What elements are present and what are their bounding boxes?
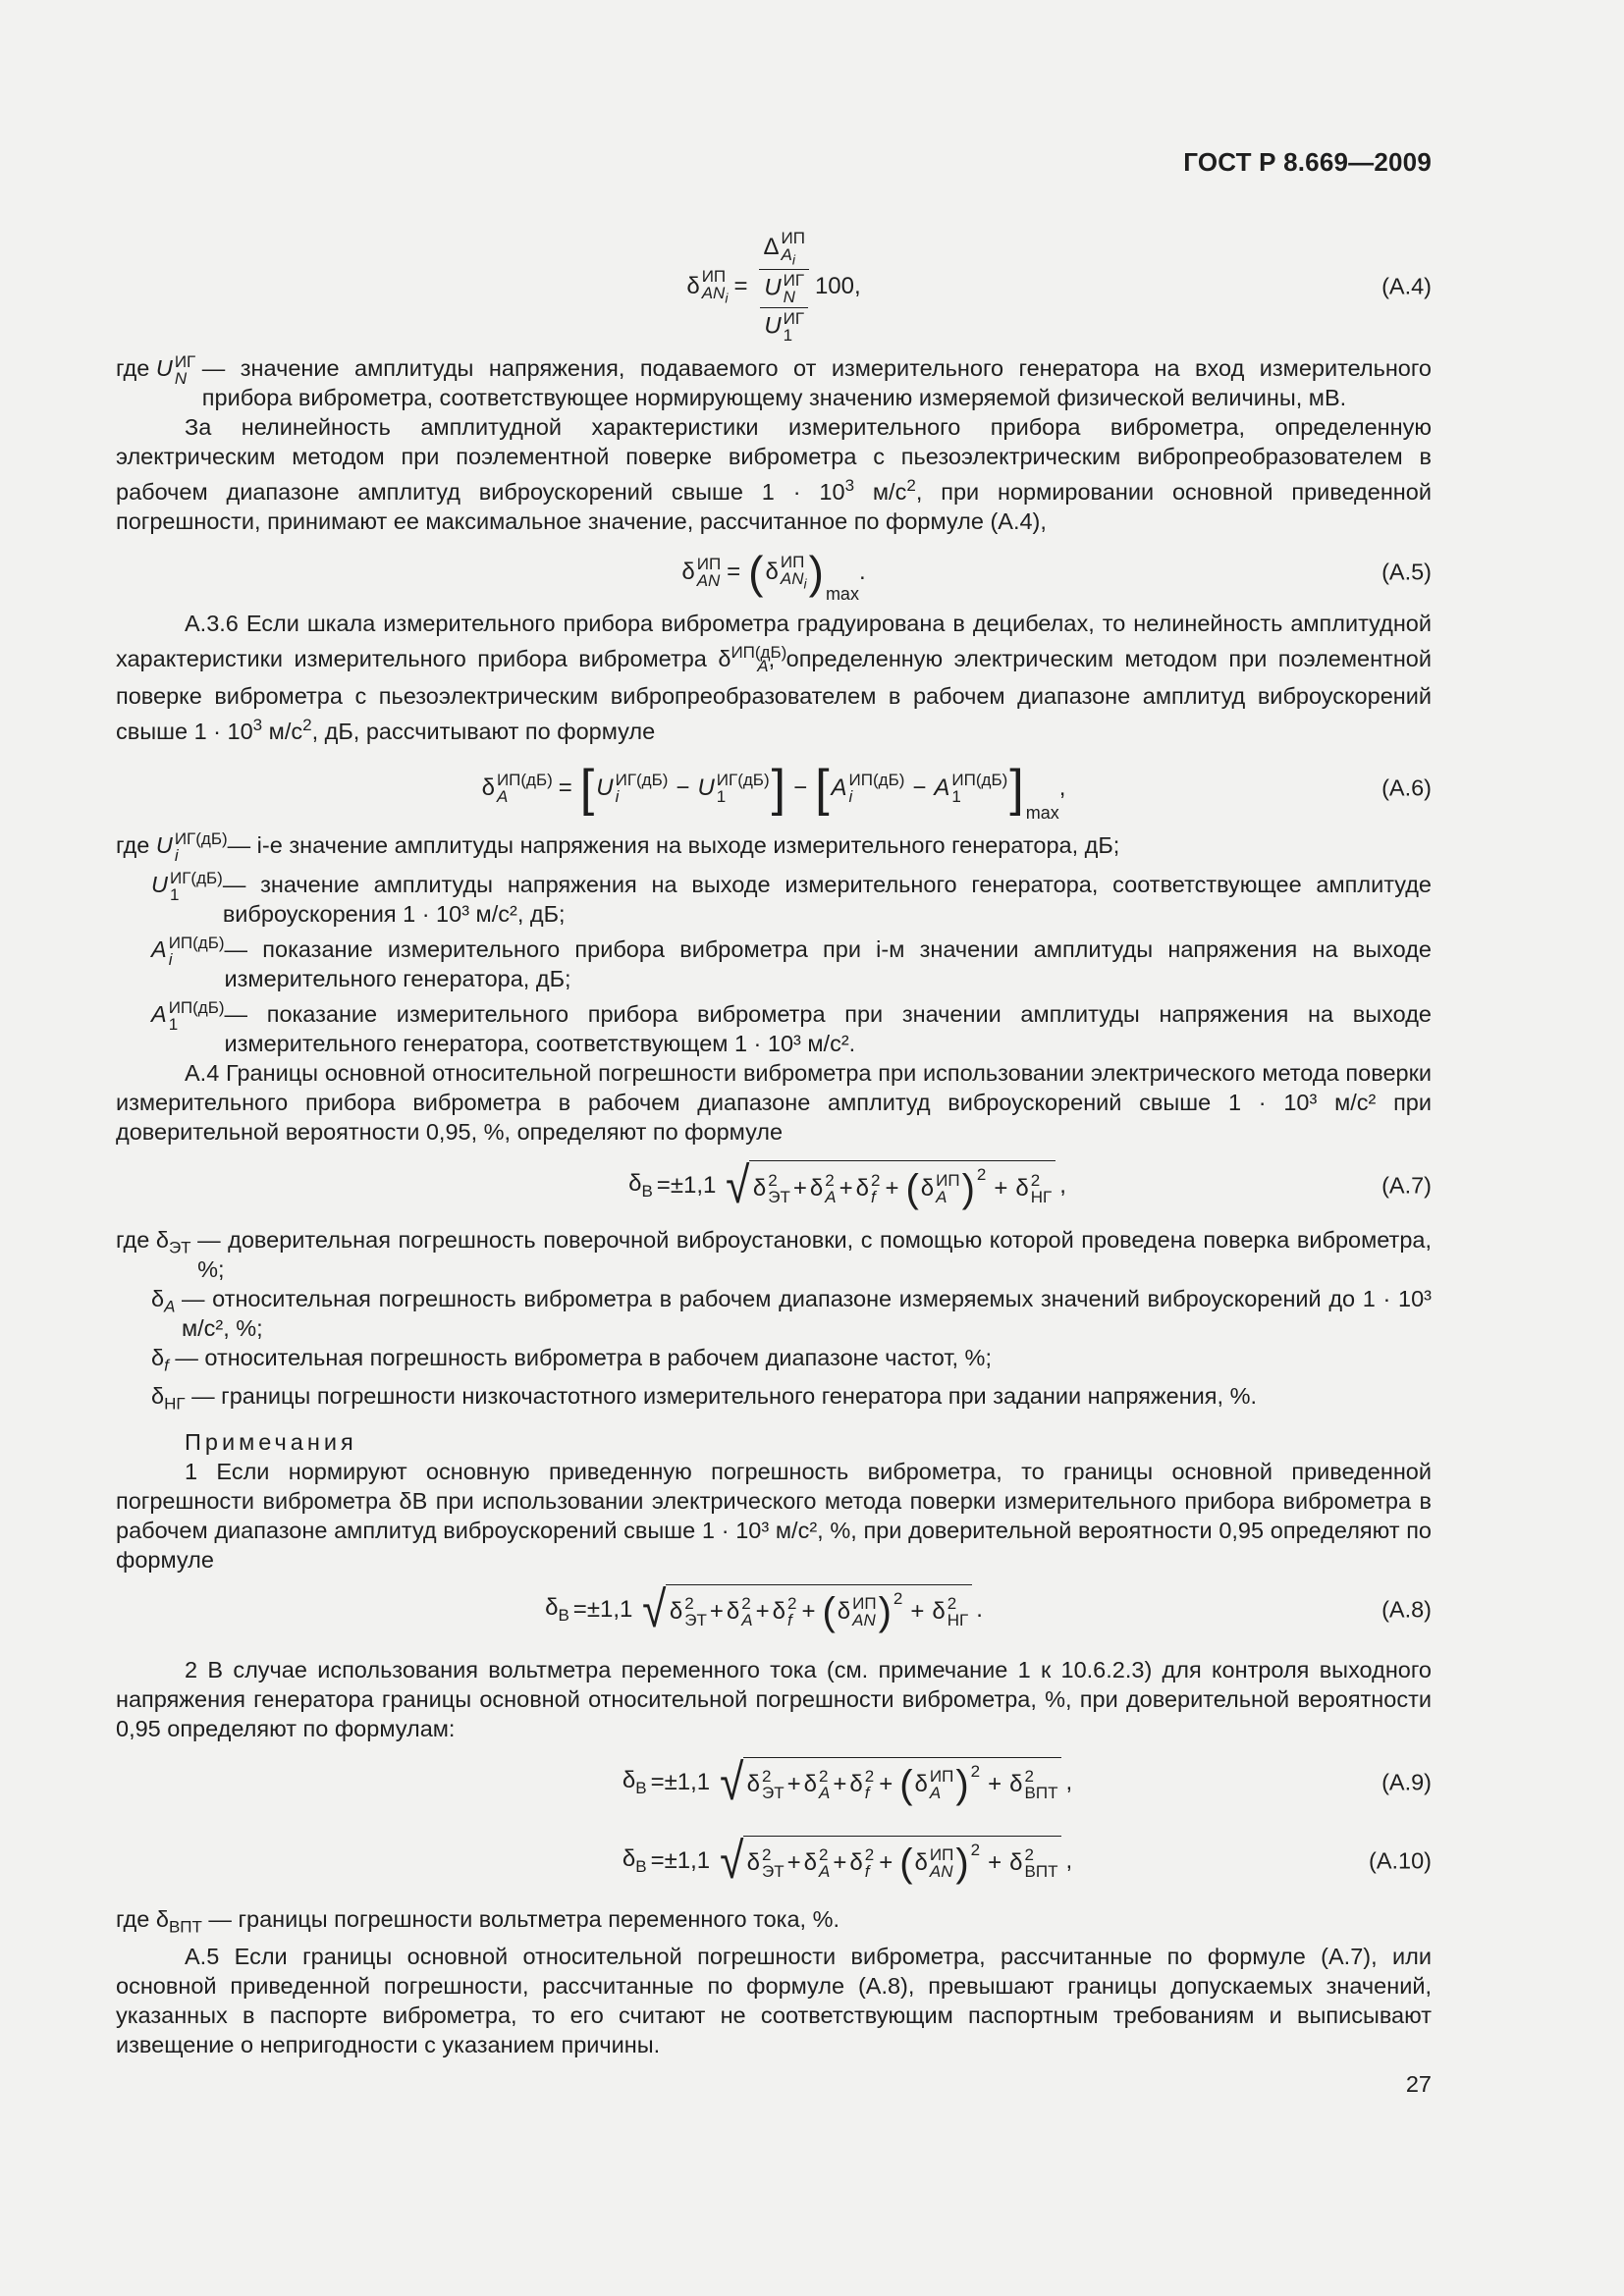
formula-a8 xyxy=(116,1575,1432,1645)
page-content xyxy=(116,224,1432,2059)
formula-a8-number: (A.8) xyxy=(1381,1596,1432,1623)
formula-a9-number: (A.9) xyxy=(1381,1769,1432,1795)
where-un-text: — значение амплитуды напряжения, подаваемого от измерительного генератора на вход измерительного прибора виброметра, соответствующее нормирующему значению измеряемой физической величины, мВ. xyxy=(201,355,1432,410)
notes-title: Примечания xyxy=(185,1428,357,1455)
formula-a7-number: (A.7) xyxy=(1381,1172,1432,1199)
where-df: $\delta_f$ — относительная погрешность виброметра в рабочем диапазоне частот, %; xyxy=(151,1345,992,1375)
where-da: $\delta_A$ — относительная погрешность виброметра в рабочем диапазоне измеряемых значений виброускорений до 1 · 10³ м/с², %; xyxy=(151,1286,1432,1342)
formula-a6 xyxy=(116,746,1432,830)
formula-a9 xyxy=(116,1743,1432,1822)
formula-a9-expression: $\delta_В$ =±1,1 √ δ 2 ЭТ + δ 2 A + δ 2 f + ( δ ИП A ) $^2$ + δ 2 ВПТ , xyxy=(622,1753,1073,1811)
where-a1: A ИП(дБ) 1 — показание измерительного прибора виброметра при значении амплитуды напряжения на выходе измерительного генератора, соответствующем 1 · 10³ м/с². xyxy=(151,998,1432,1057)
formula-a5-number: (A.5) xyxy=(1381,559,1432,585)
paragraph-a4: А.4 Границы основной относительной погрешности виброметра при использовании электрического метода поверки измерительного прибора виброметра в рабочем диапазоне амплитуд виброускорений свыше 1 · 10³ м/с² при доверительной вероятности 0,95, %, определяют по формуле xyxy=(116,1060,1432,1146)
where-ui: где U ИГ(дБ) i — i-е значение амплитуды напряжения на выходе измерительного генератора, дБ; xyxy=(116,829,1120,866)
note-1: 1 Если нормируют основную приведенную погрешность виброметра, то границы основной приведенной погрешности виброметра δВ при использовании электрического метода поверки измерительного прибора виброметра в рабочем диапазоне амплитуд виброускорений свыше 1 · 10³ м/с², %, при доверительной вероятности 0,95 определяют по формуле xyxy=(116,1458,1432,1573)
note-2: 2 В случае использования вольтметра переменного тока (см. примечание 1 к 10.6.2.3) для контроля выходного напряжения генератора границы основной относительной погрешности виброметра, %, при доверительной вероятности 0,95 определяют по формулам: xyxy=(116,1656,1432,1741)
where-dng: $\delta_{НГ}$ — границы погрешности низкочастотного измерительного генератора при задании напряжения, %. xyxy=(151,1382,1258,1414)
where-un: где U ИГ N — значение амплитуды напряжения, подаваемого от измерительного генератора на вход измерительного прибора виброметра, соответствующее нормирующему значению измеряемой физической величины, мВ. xyxy=(116,352,1432,410)
formula-a5-expression: δ ИП AN = ( δ ИП $AN_i$ ) max . xyxy=(681,546,866,604)
formula-a7-expression: $\delta_В$ =±1,1 √ δ 2 ЭТ + δ 2 A + δ 2 f + ( δ ИП A ) $^2$ + δ 2 НГ , xyxy=(628,1157,1066,1215)
document-page xyxy=(116,0,1432,2296)
paragraph-a5: А.5 Если границы основной относительной погрешности виброметра, рассчитанные по формуле (A.7), или основной приведенной погрешности, рассчитанные по формуле (A.8), превышают границы допускаемых значений, указанных в паспорте виброметра, то его считают не соответствующим паспортным требованиям и выписывают извещение о непригодности с указанием причины. xyxy=(116,1944,1432,2058)
where-ai: A ИП(дБ) i — показание измерительного прибора виброметра при i-м значении амплитуды напряжения на выходе измерительного генератора, дБ; xyxy=(151,934,1432,992)
formula-a6-expression: δ ИП(дБ) A = [ U ИГ(дБ) i − U ИГ(дБ) 1 ] − [ A ИП(дБ) i − A ИП(дБ) 1 ] max , xyxy=(481,760,1066,824)
where-u1: U ИГ(дБ) 1 — значение амплитуды напряжения на выходе измерительного генератора, соответствующее амплитуде виброускорения 1 · 10³ м/с², дБ; xyxy=(151,869,1432,928)
formula-a8-expression: $\delta_В$ =±1,1 √ δ 2 ЭТ + δ 2 A + δ 2 f + ( δ ИП AN ) $^2$ + δ 2 НГ . xyxy=(545,1580,983,1638)
where-dvpt: где $\delta_{ВПТ}$ — границы погрешности вольтметра переменного тока, %. xyxy=(116,1905,840,1937)
where-det: где $\delta_{ЭТ}$ — доверительная погрешность поверочной виброустановки, с помощью которой проведена поверка виброметра, %; xyxy=(116,1227,1432,1283)
formula-a4-number: (A.4) xyxy=(1381,273,1432,299)
formula-a4-multiplier: 100, xyxy=(814,272,861,299)
page-number: 27 xyxy=(1405,2071,1432,2097)
formula-a10-expression: $\delta_В$ =±1,1 √ δ 2 ЭТ + δ 2 A + δ 2 f + ( δ ИП AN ) $^2$ + δ 2 ВПТ , xyxy=(622,1832,1073,1890)
formula-a4-expression: δ ИП $AN_i$ = Δ ИП $A_i$ U ИГ N U ИГ 1 100, xyxy=(686,229,861,345)
document-header: ГОСТ Р 8.669—2009 xyxy=(1183,147,1432,177)
paragraph-a36: А.3.6 Если шкала измерительного прибора виброметра градуирована в децибелах, то нелинейность амплитудной характеристики измерительного прибора виброметра $\delta^{ИП(дБ)}_A$, определенную электрическим методом при поэлементной поверке виброметра с пьезоэлектрическим вибропреобразователем в рабочем диапазоне амплитуд виброускорений свыше $1 \cdot 10^3$ $м/с^2$, дБ, рассчитывают по формуле xyxy=(116,610,1432,745)
formula-a4 xyxy=(116,224,1432,349)
paragraph-nonlinearity: За нелинейность амплитудной характеристики измерительного прибора виброметра, определенную электрическим методом при поэлементной поверке виброметра с пьезоэлектрическим вибропреобразователем в рабочем диапазоне амплитуд виброускорений свыше $1 \cdot 10^3$ $м/с^2$, при нормировании основной приведенной погрешности, принимают ее максимальное значение, рассчитанное по формуле (A.4), xyxy=(116,414,1432,534)
formula-a7 xyxy=(116,1147,1432,1225)
formula-a10 xyxy=(116,1822,1432,1900)
formula-a5 xyxy=(116,536,1432,609)
formula-a6-number: (A.6) xyxy=(1381,774,1432,801)
formula-a10-number: (A.10) xyxy=(1369,1847,1432,1874)
